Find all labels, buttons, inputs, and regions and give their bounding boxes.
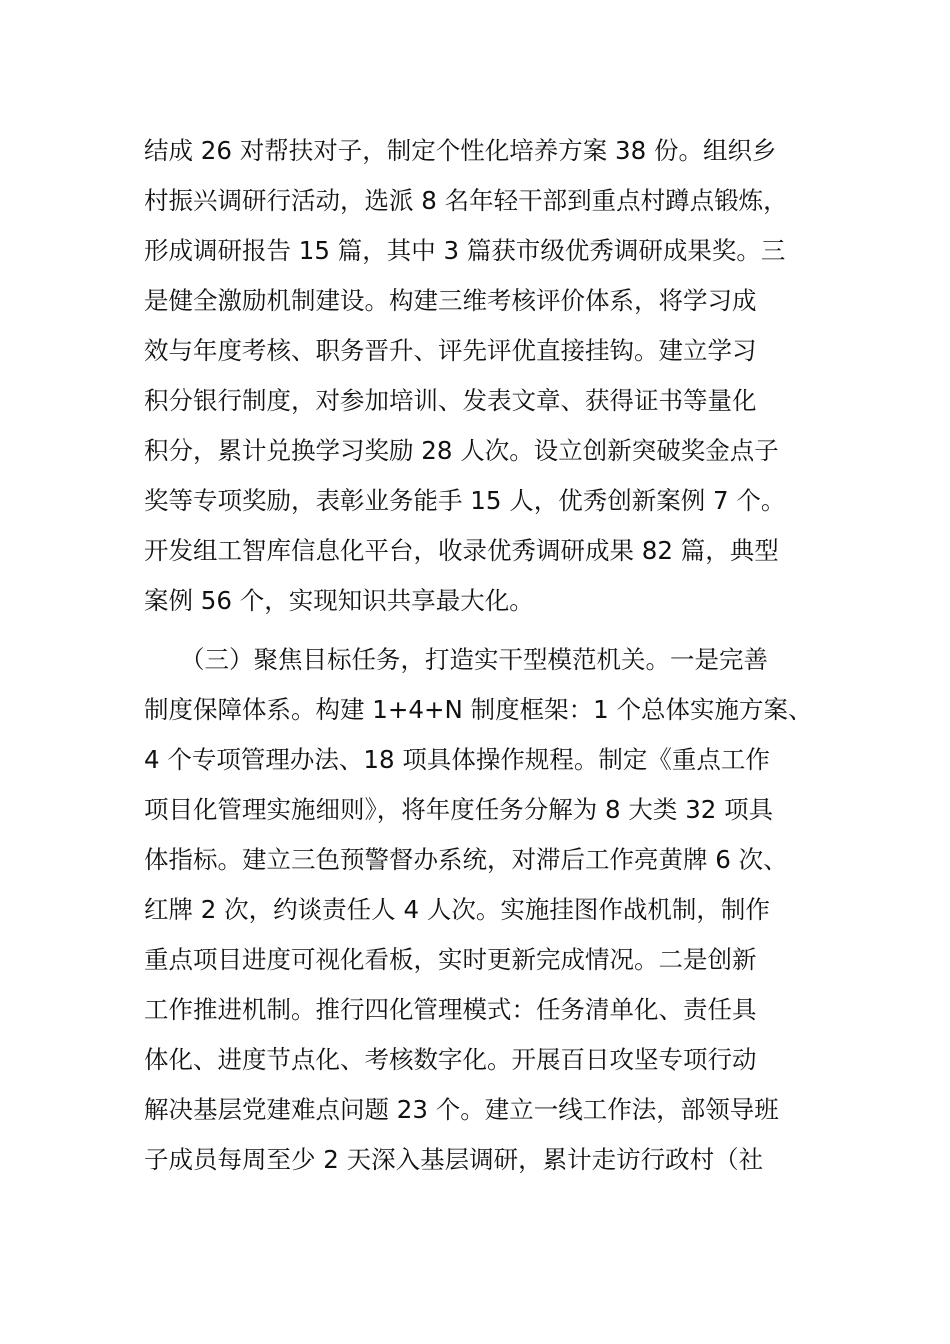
paragraph-1-line-1: 结成 26 对帮扶对子，制定个性化培养方案 38 份。组织乡 [144, 136, 777, 165]
paragraph-2-line-3: 4 个专项管理办法、18 项具体操作规程。制定《重点工作 [144, 745, 770, 774]
paragraph-2-line-4: 项目化管理实施细则》，将年度任务分解为 8 大类 32 项具 [144, 795, 774, 824]
paragraph-1-line-8: 奖等专项奖励，表彰业务能手 15 人，优秀创新案例 7 个。 [144, 486, 786, 515]
paragraph-2-line-2: 制度保障体系。构建 1+4+N 制度框架：1 个总体实施方案、 [144, 695, 813, 724]
paragraph-1-line-4: 是健全激励机制建设。构建三维考核评价体系，将学习成 [144, 286, 757, 315]
paragraph-1-line-9: 开发组工智库信息化平台，收录优秀调研成果 82 篇，典型 [144, 536, 779, 565]
paragraph-2-line-10: 解决基层党建难点问题 23 个。建立一线工作法，部领导班 [144, 1095, 779, 1124]
paragraph-2-line-9: 体化、进度节点化、考核数字化。开展百日攻坚专项行动 [144, 1045, 757, 1074]
paragraph-1-line-6: 积分银行制度，对参加培训、发表文章、获得证书等量化 [144, 386, 757, 415]
paragraph-1-line-5: 效与年度考核、职务晋升、评先评优直接挂钩。建立学习 [144, 336, 757, 365]
paragraph-1-line-2: 村振兴调研行活动，选派 8 名年轻干部到重点村蹲点锻炼， [144, 186, 788, 215]
paragraph-1-line-3: 形成调研报告 15 篇，其中 3 篇获市级优秀调研成果奖。三 [144, 236, 786, 265]
paragraph-2-line-5: 体指标。建立三色预警督办系统，对滞后工作亮黄牌 6 次、 [144, 845, 788, 874]
paragraph-2-line-8: 工作推进机制。推行四化管理模式：任务清单化、责任具 [144, 995, 757, 1024]
paragraph-1-line-7: 积分，累计兑换学习奖励 28 人次。设立创新突破奖金点子 [144, 436, 779, 465]
paragraph-2-line-1: （三）聚焦目标任务，打造实干型模范机关。一是完善 [180, 645, 768, 674]
paragraph-2-line-6: 红牌 2 次，约谈责任人 4 人次。实施挂图作战机制，制作 [144, 895, 770, 924]
paragraph-2-line-11: 子成员每周至少 2 天深入基层调研，累计走访行政村（社 [144, 1145, 764, 1174]
paragraph-1-line-10: 案例 56 个，实现知识共享最大化。 [144, 586, 534, 615]
paragraph-2-line-7: 重点项目进度可视化看板，实时更新完成情况。二是创新 [144, 945, 757, 974]
